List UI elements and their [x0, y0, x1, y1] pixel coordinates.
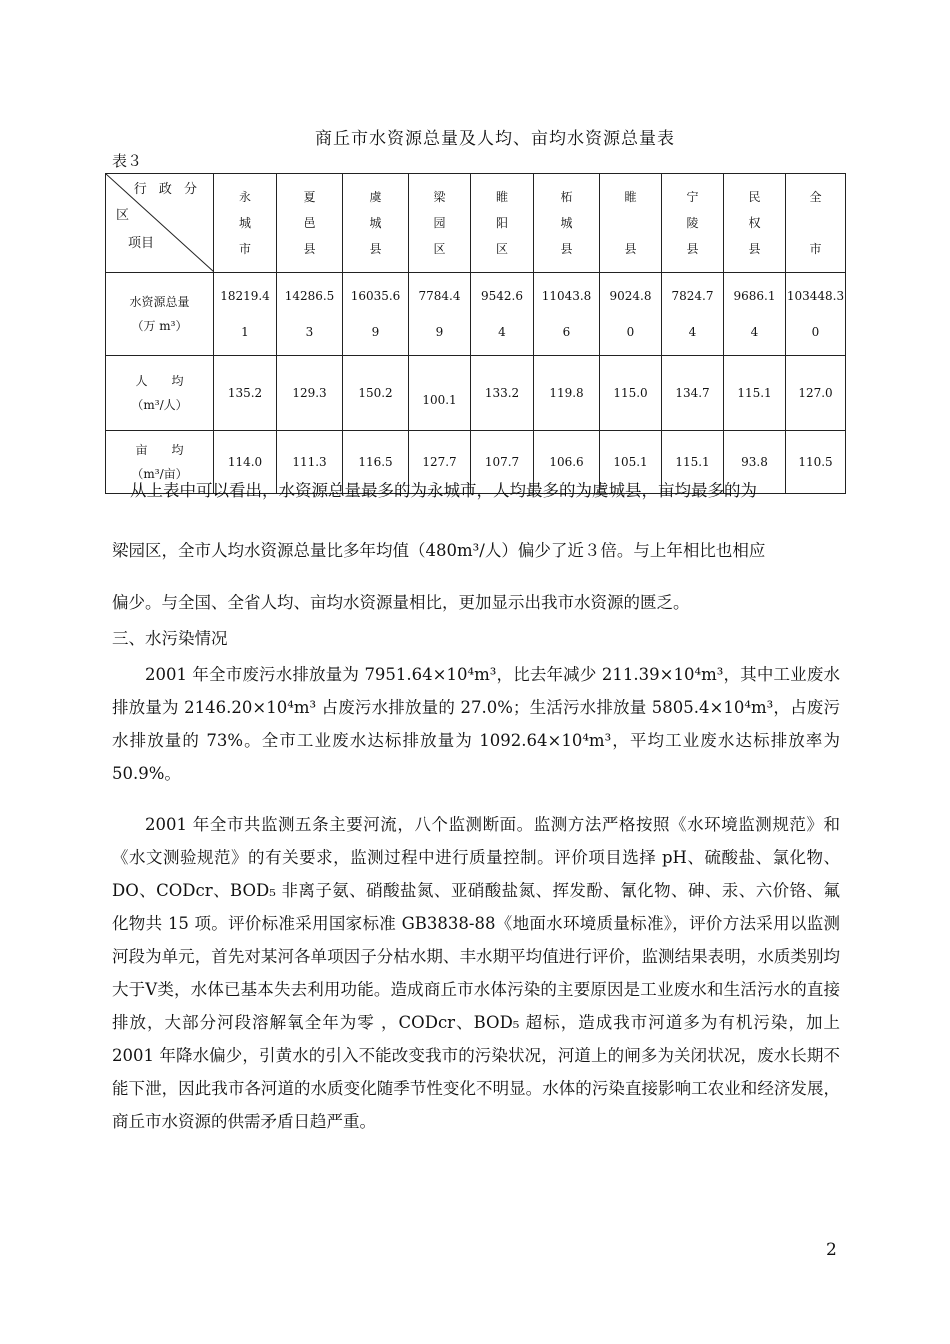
col-header-total: 全 市: [786, 174, 846, 273]
table-cell: 110.5: [786, 431, 846, 494]
table-cell: 9542.6 4: [471, 273, 534, 356]
table-cell: 18219.4 1: [214, 273, 277, 356]
corner-top-label: 行 政 分: [133, 182, 201, 197]
col-header-yongcheng: 永 城 市: [214, 174, 277, 273]
table-cell: 14286.5 3: [277, 273, 343, 356]
table-cell: 129.3: [277, 356, 343, 431]
paragraph-summary-line2: 梁园区，全市人均水资源总量比多年均值（480m³/人）偏少了近３倍。与上年相比也相应: [112, 541, 766, 560]
table-cell: 116.5: [343, 431, 409, 494]
paragraph-monitoring: 2001 年全市共监测五条主要河流，八个监测断面。监测方法严格按照《水环境监测规范》和《水文测验规范》的有关要求，监测过程中进行质量控制。评价项目选择 pH、硫酸盐、氯化物、DO、CODcr、BOD₅ 非离子氨、硝酸盐氮、亚硝酸盐氮、挥发酚、氰化物、砷、汞、六价铬、氟化物共 15 项。评价标准采用国家标准 GB3838-88《地面水环境质量标准》，评价方法采用以监测河段为单元，首先对某河各单项因子分枯水期、丰水期平均值进行评价，监测结果表明，水质类别均大于Ⅴ类，水体已基本失去利用功能。造成商丘市水体污染的主要原因是工业废水和生活污水的直接排放，大部分河段溶解氧全年为零 ，CODcr、BOD₅ 超标，造成我市河道多为有机污染，加上 2001 年降水偏少，引黄水的引入不能改变我市的污染状况，河道上的闸多为关闭状况，废水长期不能下泄，因此我市各河道的水质变化随季节性变化不明显。水体的污染直接影响工农业和经济发展，商丘市水资源的供需矛盾日趋严重。: [112, 815, 840, 1131]
corner-mid-label: 区: [116, 208, 130, 223]
col-header-xiayi: 夏 邑 县: [277, 174, 343, 273]
table-cell: 111.3: [277, 431, 343, 494]
table-cell: 127.0: [786, 356, 846, 431]
table-cell: 16035.6 9: [343, 273, 409, 356]
table-cell: 100.1: [409, 356, 471, 431]
corner-cell: [106, 174, 214, 273]
table-cell: 106.6: [534, 431, 600, 494]
table-cell: 127.7: [409, 431, 471, 494]
header-row: [106, 174, 846, 273]
table-cell: 105.1: [600, 431, 662, 494]
water-resources-table: [105, 173, 846, 494]
col-header-suiyang: 睢 阳 区: [471, 174, 534, 273]
col-header-ningling: 宁 陵 县: [662, 174, 724, 273]
table-row: [106, 356, 846, 431]
col-header-liangyuan: 梁 园 区: [409, 174, 471, 273]
paragraph-summary-line1: 从上表中可以看出，水资源总量最多的为永城市，人均最多的为虞城县，亩均最多的为: [130, 481, 757, 500]
table-cell: 103448.3 0: [786, 273, 846, 356]
row-header-total-water: 水资源总量 （万 m³）: [106, 273, 214, 356]
table-cell: 115.1: [724, 356, 786, 431]
table-cell: 9686.1 4: [724, 273, 786, 356]
table-cell: 114.0: [214, 431, 277, 494]
paragraph-wastewater: 2001 年全市废污水排放量为 7951.64×10⁴m³，比去年减少 211.39×10⁴m³，其中工业废水排放量为 2146.20×10⁴m³ 占废污水排放量的 27.0%；生活污水排放量 5805.4×10⁴m³，占废污水排放量的 73%。全市工业废水达标排放量为 1092.64×10⁴m³，平均工业废水达标排放率为 50.9%。: [112, 665, 840, 783]
table-cell: 115.0: [600, 356, 662, 431]
table-cell: 134.7: [662, 356, 724, 431]
table-cell: 9024.8 0: [600, 273, 662, 356]
col-header-yucheng: 虞 城 县: [343, 174, 409, 273]
table-cell: 135.2: [214, 356, 277, 431]
table-cell: 115.1: [662, 431, 724, 494]
table-row: [106, 273, 846, 356]
corner-bottom-label: 项目: [128, 236, 155, 251]
col-header-suixian: 睢 县: [600, 174, 662, 273]
table-cell: 133.2: [471, 356, 534, 431]
table-cell: 107.7: [471, 431, 534, 494]
table-cell: 119.8: [534, 356, 600, 431]
table-cell: 150.2: [343, 356, 409, 431]
table-cell: 11043.8 6: [534, 273, 600, 356]
row-header-per-mu: 亩 均 （m³/亩）: [106, 431, 214, 494]
page-number: 2: [826, 1240, 837, 1260]
paragraph-summary-line3: 偏少。与全国、全省人均、亩均水资源量相比，更加显示出我市水资源的匮乏。: [112, 593, 690, 612]
table-cell: 7824.7 4: [662, 273, 724, 356]
col-header-minquan: 民 权 县: [724, 174, 786, 273]
table-cell: 7784.4 9: [409, 273, 471, 356]
table-label: 表３: [112, 152, 143, 170]
section-heading: 三、水污染情况: [112, 629, 228, 648]
table-cell: 93.8: [724, 431, 786, 494]
col-header-zhecheng: 柘 城 县: [534, 174, 600, 273]
row-header-per-capita: 人 均 （m³/人）: [106, 356, 214, 431]
table-title: 商丘市水资源总量及人均、亩均水资源总量表: [315, 129, 675, 149]
